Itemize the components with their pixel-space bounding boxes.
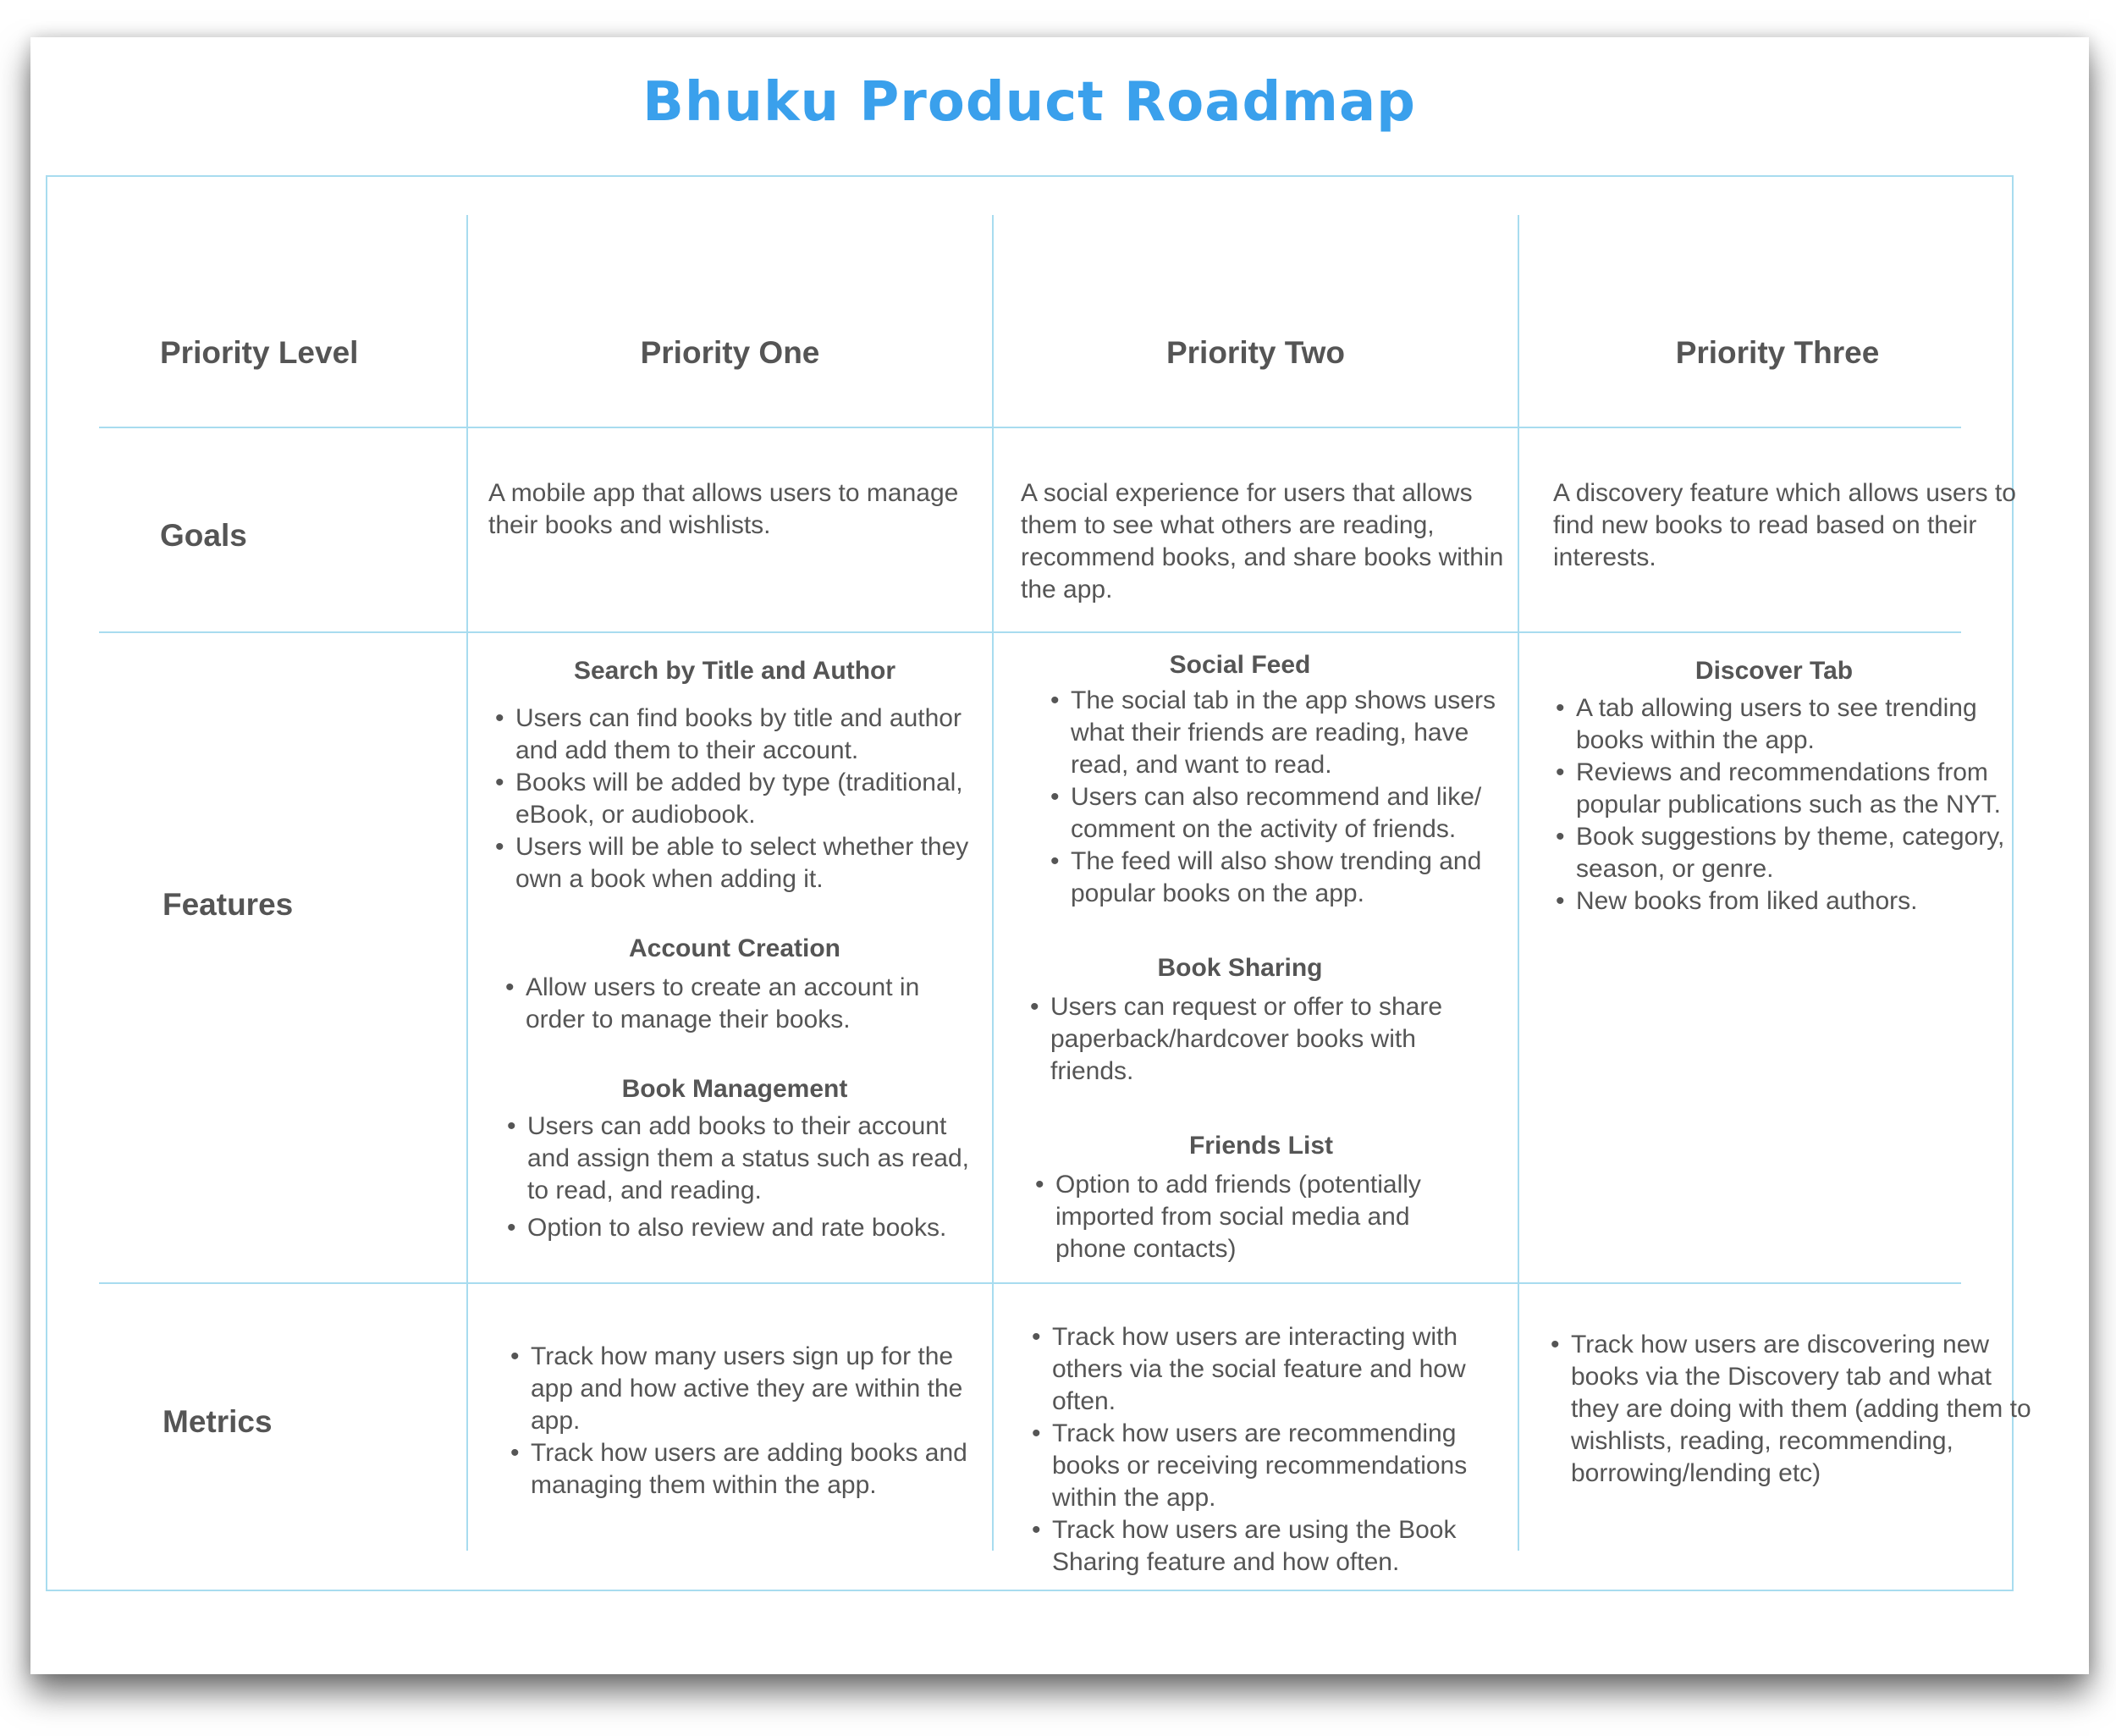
- feature-list-account-creation: [493, 972, 976, 1036]
- header-priority-two: Priority Two: [1165, 335, 1346, 370]
- metrics-priority-two: [1030, 1321, 1508, 1579]
- list-item: • Track how users are adding books and managing them within the app.: [509, 1437, 983, 1502]
- header-priority-three: Priority Three: [1675, 335, 1880, 370]
- list-item: • Option to also review and rate books.: [505, 1212, 976, 1244]
- list-item: • Books will be added by type (traditional, eBook, or audiobook.: [493, 767, 976, 831]
- metrics-priority-three: [1549, 1329, 2036, 1490]
- feature-list-friends-list: [1028, 1169, 1474, 1265]
- features-priority-one: [493, 655, 976, 1244]
- metrics-list-one: [509, 1341, 983, 1502]
- feature-list-book-management: [493, 1110, 976, 1244]
- list-item: • A tab allowing users to see trending books within the app.: [1554, 692, 2028, 757]
- header-priority-level: Priority Level: [160, 335, 359, 370]
- feature-list-search: [493, 703, 976, 896]
- list-item: • Track how users are discovering new books via the Discovery tab and what they are doing with them (adding them to wishlists, reading, recommending, borrowing/lending etc): [1549, 1329, 2036, 1490]
- goal-priority-three: A discovery feature which allows users to find new books to read based on their interests.: [1553, 479, 2016, 571]
- list-item: • Option to add friends (potentially imported from social media and phone contacts): [1033, 1169, 1474, 1265]
- feature-heading-search: Search by Title and Author: [573, 657, 896, 685]
- list-item: • Track how many users sign up for the app and how active they are within the app.: [509, 1341, 983, 1437]
- list-item: • Book suggestions by theme, category, season, or genre.: [1554, 821, 2028, 885]
- list-item: • New books from liked authors.: [1554, 885, 2028, 918]
- list-item: • Users can find books by title and author and add them to their account.: [493, 703, 976, 767]
- feature-heading-social-feed: Social Feed: [1169, 651, 1311, 679]
- list-item: • Users can also recommend and like/ comment on the activity of friends.: [1049, 781, 1502, 846]
- goal-priority-two: A social experience for users that allows them to see what others are reading, recommend books, and share books within the app.: [1021, 479, 1504, 603]
- list-item: • Track how users are interacting with others via the social feature and how often.: [1030, 1321, 1508, 1418]
- list-item: • Track how users are recommending books or receiving recommendations within the app.: [1030, 1418, 1508, 1514]
- list-item: • Reviews and recommendations from popular publications such as the NYT.: [1554, 757, 2028, 821]
- feature-heading-friends-list: Friends List: [1188, 1132, 1334, 1160]
- column-divider: [1518, 215, 1519, 1551]
- list-item: • Users can request or offer to share paperback/hardcover books with friends.: [1028, 991, 1502, 1088]
- feature-list-book-sharing: [1028, 991, 1502, 1088]
- feature-heading-discover-tab: Discover Tab: [1694, 657, 1854, 685]
- list-item: • Users will be able to select whether they own a book when adding it.: [493, 831, 976, 896]
- row-label-goals: Goals: [160, 518, 247, 553]
- feature-heading-account-creation: Account Creation: [628, 934, 841, 962]
- list-item: • Track how users are using the Book Sharing feature and how often.: [1030, 1514, 1508, 1579]
- row-label-metrics: Metrics: [163, 1404, 273, 1439]
- features-priority-three: [1554, 655, 2028, 918]
- page-title: Bhuku Product Roadmap: [642, 71, 1416, 134]
- feature-heading-book-management: Book Management: [621, 1075, 848, 1103]
- metrics-list-two: [1030, 1321, 1508, 1579]
- metrics-list-three: [1549, 1329, 2036, 1490]
- feature-heading-book-sharing: Book Sharing: [1157, 954, 1323, 982]
- features-priority-two: [1028, 649, 1502, 1265]
- goal-priority-one: A mobile app that allows users to manage their books and wishlists.: [488, 479, 959, 539]
- list-item: • The feed will also show trending and popular books on the app.: [1049, 846, 1502, 910]
- column-divider: [466, 215, 468, 1551]
- row-label-features: Features: [163, 887, 294, 922]
- row-divider: [99, 427, 1961, 428]
- column-divider: [992, 215, 994, 1551]
- row-divider: [99, 1282, 1961, 1284]
- header-priority-one: Priority One: [640, 335, 820, 370]
- row-divider: [99, 631, 1961, 633]
- feature-list-social-feed: [1028, 685, 1502, 910]
- metrics-priority-one: [509, 1341, 983, 1502]
- list-item: • Users can add books to their account and assign them a status such as read, to read, and reading.: [505, 1110, 976, 1207]
- feature-list-discover-tab: [1554, 692, 2028, 918]
- list-item: • Allow users to create an account in order to manage their books.: [504, 972, 976, 1036]
- list-item: • The social tab in the app shows users what their friends are reading, have read, and want to read.: [1049, 685, 1502, 781]
